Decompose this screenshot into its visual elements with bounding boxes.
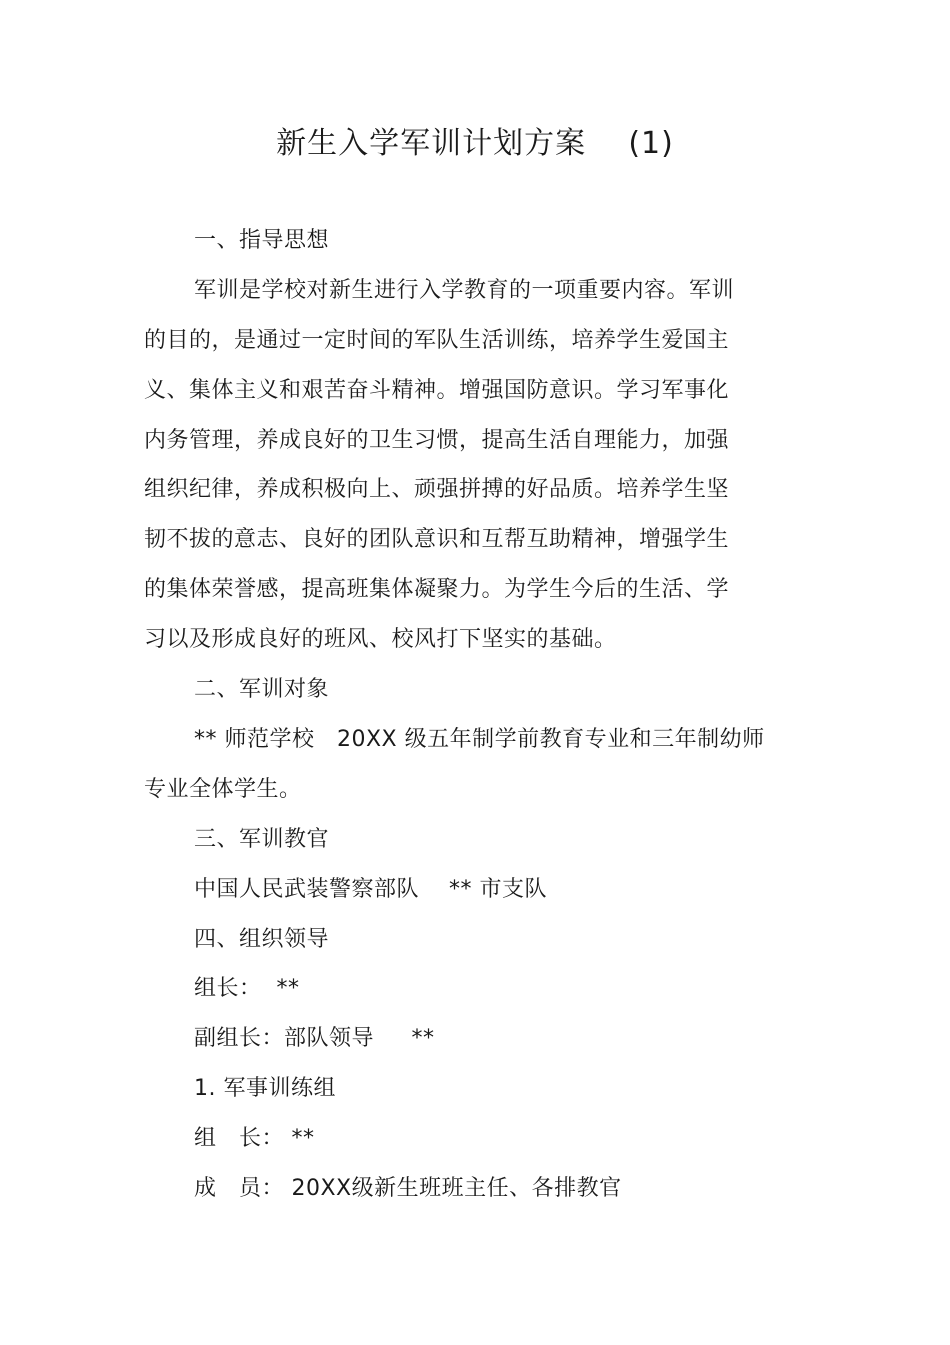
heading-guiding-thought: 一、指导思想 [194, 228, 330, 253]
paragraph-line: 专业全体学生。 [144, 777, 302, 802]
subheading-military-training-group: 1. 军事训练组 [194, 1076, 336, 1101]
paragraph-line: 中国人民武装警察部队 ** 市支队 [194, 877, 547, 902]
heading-training-target: 二、军训对象 [194, 677, 330, 702]
heading-instructors: 三、军训教官 [194, 827, 330, 852]
paragraph-line: ** 师范学校 20XX 级五年制学前教育专业和三年制幼师 [194, 727, 765, 752]
group-members-line: 成 员： 20XX级新生班班主任、各排教官 [194, 1176, 622, 1201]
deputy-leader-line: 副组长：部队领导 ** [194, 1026, 435, 1051]
paragraph-line: 义、集体主义和艰苦奋斗精神。增强国防意识。学习军事化 [144, 378, 730, 403]
paragraph-line: 军训是学校对新生进行入学教育的一项重要内容。军训 [194, 278, 735, 303]
group-leader-line: 组 长： ** [194, 1126, 315, 1151]
paragraph-line: 习以及形成良好的班风、校风打下坚实的基础。 [144, 627, 617, 652]
paragraph-line: 组织纪律，养成积极向上、顽强拼搏的好品质。培养学生坚 [144, 477, 730, 502]
paragraph-line: 的目的，是通过一定时间的军队生活训练，培养学生爱国主 [144, 328, 730, 353]
paragraph-line: 内务管理，养成良好的卫生习惯，提高生活自理能力，加强 [144, 428, 730, 453]
document-title: 新生入学军训计划方案 (1) [276, 126, 674, 161]
paragraph-line: 的集体荣誉感，提高班集体凝聚力。为学生今后的生活、学 [144, 577, 730, 602]
leader-line: 组长： ** [194, 976, 300, 1001]
heading-organization: 四、组织领导 [194, 927, 330, 952]
paragraph-line: 韧不拔的意志、良好的团队意识和互帮互助精神，增强学生 [144, 527, 730, 552]
